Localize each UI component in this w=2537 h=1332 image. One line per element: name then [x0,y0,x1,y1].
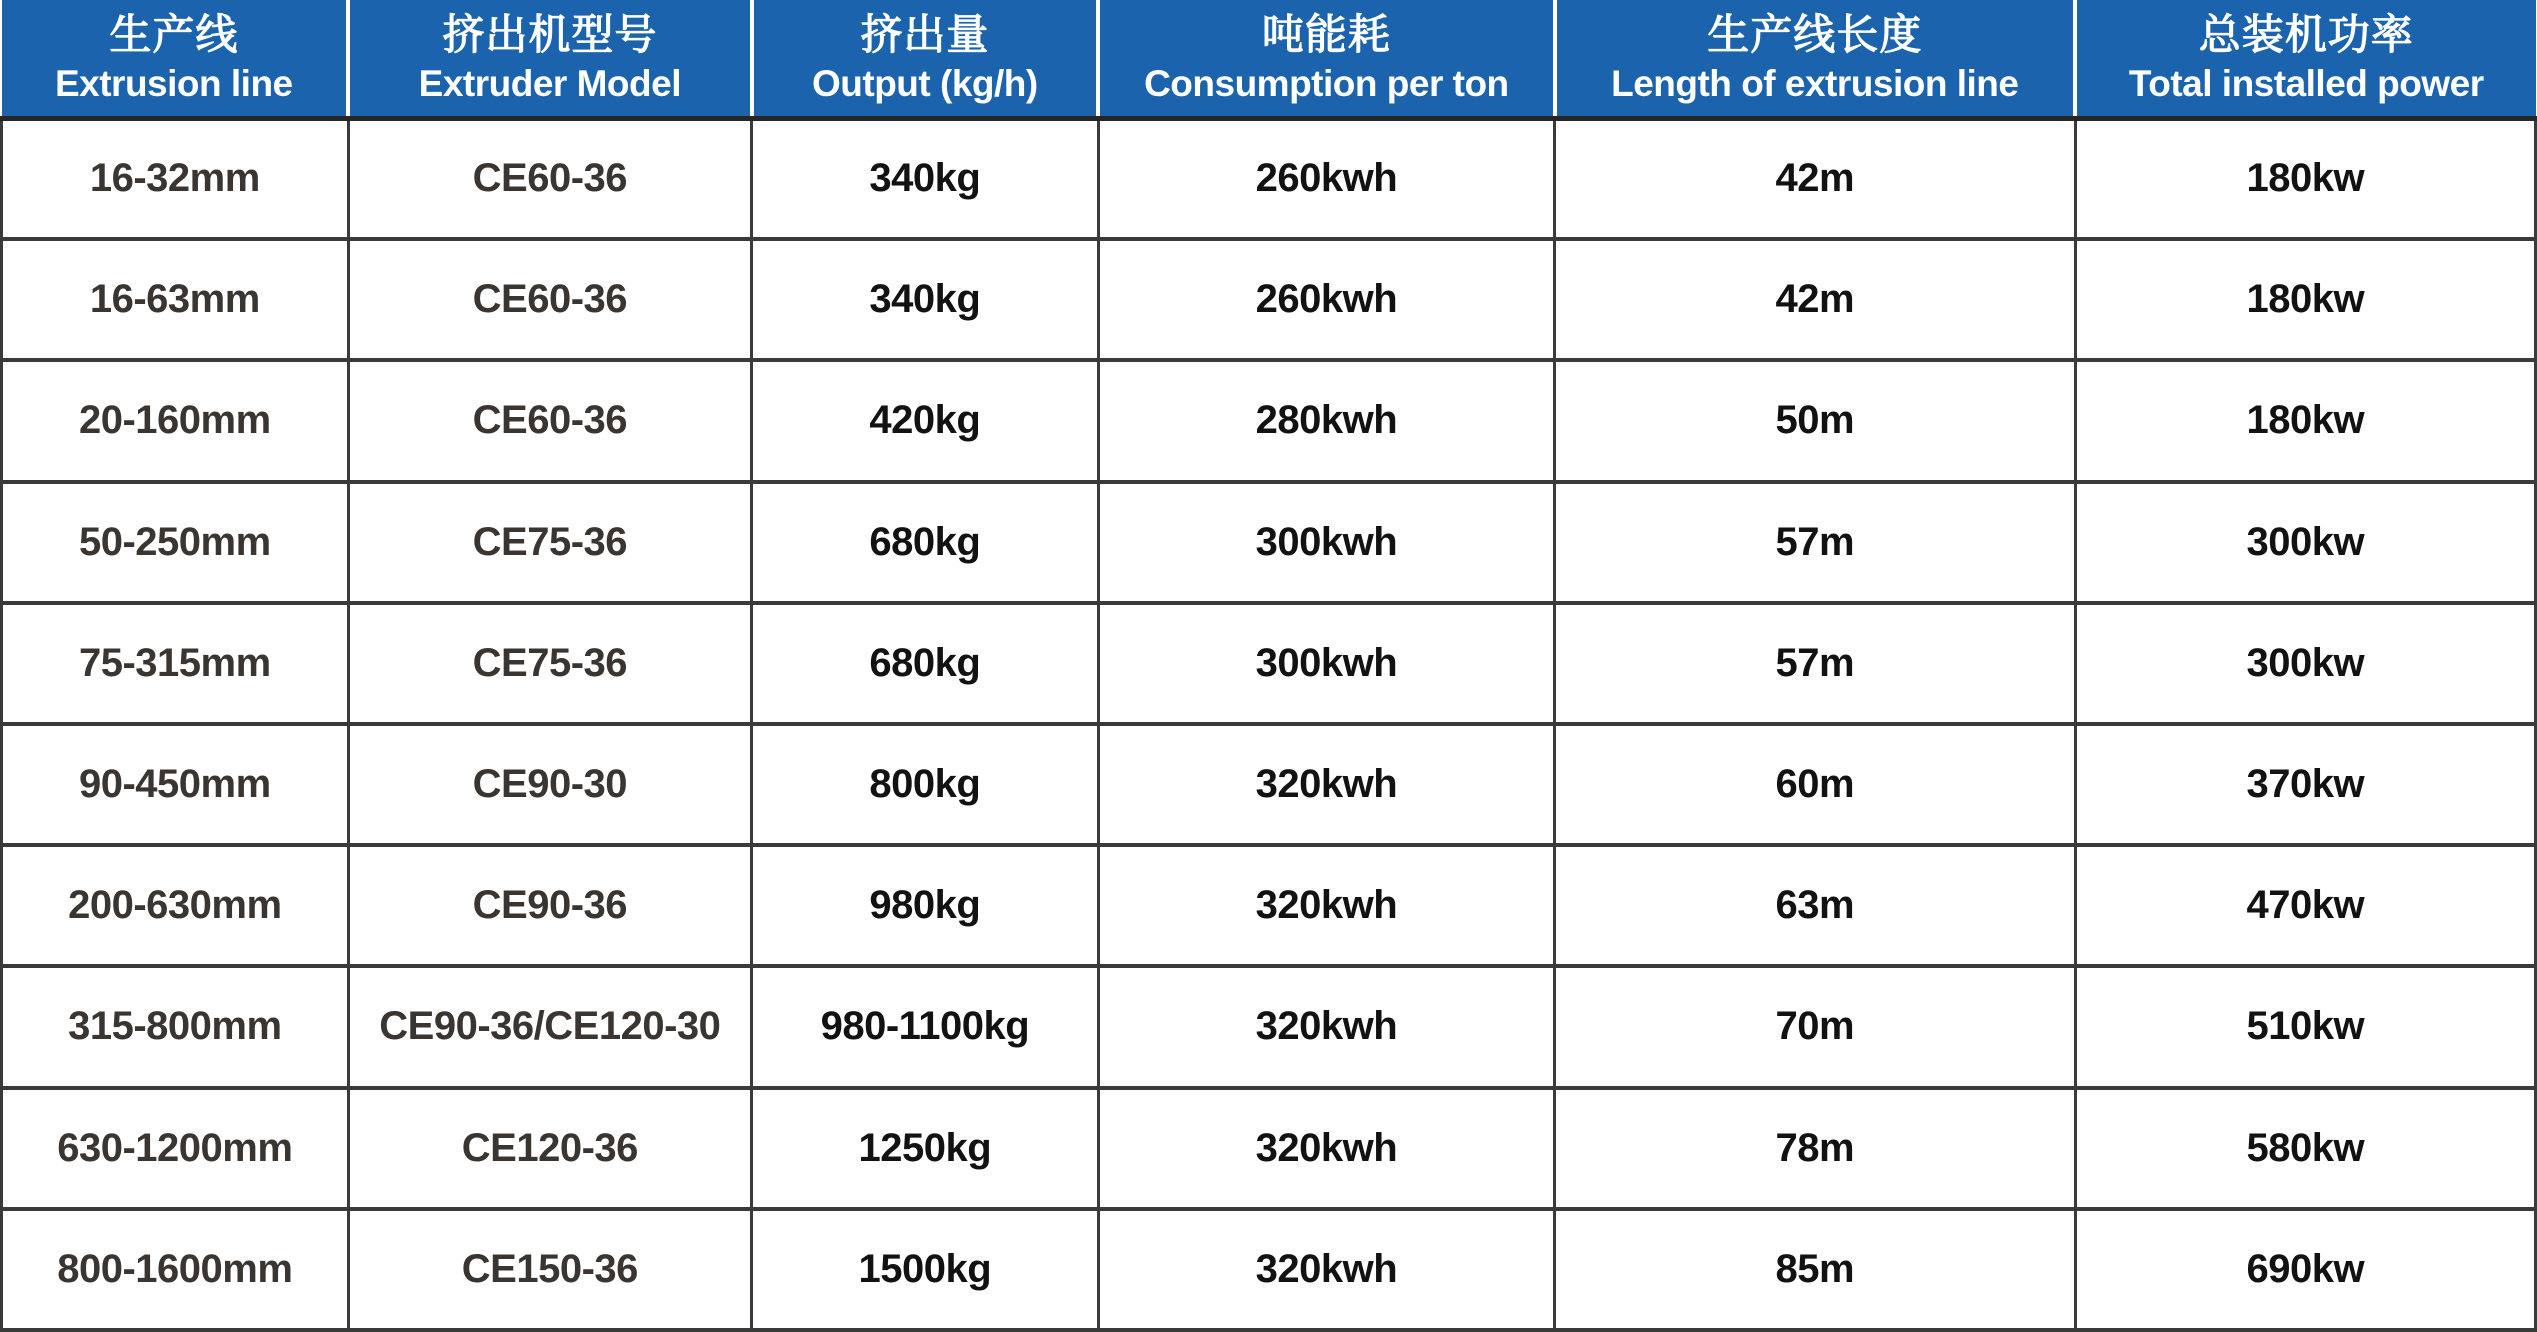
cell-output-kg-h: 980kg [752,845,1099,966]
cell-consumption-per-ton: 320kwh [1098,724,1554,845]
table-row [2,603,2536,724]
header-row [2,0,2536,118]
cell-extrusion-line: 200-630mm [2,845,349,966]
cell-extruder-model: CE60-36 [348,118,751,239]
column-header-en: Extrusion line [54,62,293,104]
table-row [2,482,2536,603]
column-header-zh: 总装机功率 [2198,10,2414,58]
cell-output-kg-h: 680kg [752,482,1099,603]
cell-extrusion-line: 20-160mm [2,360,349,481]
cell-output-kg-h: 1250kg [752,1088,1099,1209]
cell-length-of-extrusion-line: 57m [1555,482,2075,603]
cell-extrusion-line: 800-1600mm [2,1209,349,1330]
column-header-en: Total installed power [2128,62,2484,104]
cell-consumption-per-ton: 320kwh [1098,1088,1554,1209]
cell-output-kg-h: 340kg [752,118,1099,239]
table-row [2,118,2536,239]
table-row [2,845,2536,966]
cell-total-installed-power: 470kw [2075,845,2535,966]
cell-extrusion-line: 75-315mm [2,603,349,724]
column-header-en: Length of extrusion line [1611,62,2019,104]
cell-length-of-extrusion-line: 70m [1555,966,2075,1087]
column-header-length-of-extrusion-line [1555,0,2075,118]
cell-output-kg-h: 800kg [752,724,1099,845]
cell-length-of-extrusion-line: 63m [1555,845,2075,966]
cell-total-installed-power: 180kw [2075,118,2535,239]
column-header-zh: 吨能耗 [1261,10,1391,58]
column-header-consumption-per-ton [1098,0,1554,118]
column-header-en: Consumption per ton [1144,62,1509,104]
cell-extrusion-line: 315-800mm [2,966,349,1087]
cell-length-of-extrusion-line: 78m [1555,1088,2075,1209]
cell-output-kg-h: 980-1100kg [752,966,1099,1087]
column-header-extrusion-line [2,0,349,118]
column-header-zh: 挤出量 [860,10,990,58]
cell-total-installed-power: 690kw [2075,1209,2535,1330]
cell-consumption-per-ton: 320kwh [1098,1209,1554,1330]
cell-total-installed-power: 370kw [2075,724,2535,845]
table-row [2,966,2536,1087]
cell-extruder-model: CE75-36 [348,603,751,724]
cell-extruder-model: CE75-36 [348,482,751,603]
cell-output-kg-h: 1500kg [752,1209,1099,1330]
cell-length-of-extrusion-line: 57m [1555,603,2075,724]
cell-extruder-model: CE90-36 [348,845,751,966]
cell-length-of-extrusion-line: 42m [1555,118,2075,239]
cell-consumption-per-ton: 280kwh [1098,360,1554,481]
spec-table-body [2,118,2536,1330]
cell-total-installed-power: 300kw [2075,603,2535,724]
cell-consumption-per-ton: 260kwh [1098,118,1554,239]
cell-length-of-extrusion-line: 42m [1555,239,2075,360]
cell-output-kg-h: 420kg [752,360,1099,481]
cell-extruder-model: CE60-36 [348,360,751,481]
cell-total-installed-power: 580kw [2075,1088,2535,1209]
cell-extrusion-line: 16-63mm [2,239,349,360]
table-row [2,1088,2536,1209]
column-header-zh: 生产线长度 [1707,10,1923,58]
cell-extrusion-line: 630-1200mm [2,1088,349,1209]
cell-extruder-model: CE60-36 [348,239,751,360]
cell-extruder-model: CE90-30 [348,724,751,845]
cell-total-installed-power: 180kw [2075,239,2535,360]
table-row [2,239,2536,360]
column-header-output-kg-h [752,0,1099,118]
spec-table-header [2,0,2536,118]
column-header-zh: 挤出机型号 [442,10,658,58]
cell-output-kg-h: 680kg [752,603,1099,724]
cell-output-kg-h: 340kg [752,239,1099,360]
cell-total-installed-power: 180kw [2075,360,2535,481]
cell-extrusion-line: 90-450mm [2,724,349,845]
cell-extruder-model: CE150-36 [348,1209,751,1330]
column-header-zh: 生产线 [109,10,239,58]
cell-length-of-extrusion-line: 85m [1555,1209,2075,1330]
cell-consumption-per-ton: 300kwh [1098,482,1554,603]
cell-extruder-model: CE90-36/CE120-30 [348,966,751,1087]
table-row [2,1209,2536,1330]
column-header-extruder-model [348,0,751,118]
cell-consumption-per-ton: 320kwh [1098,845,1554,966]
cell-consumption-per-ton: 320kwh [1098,966,1554,1087]
cell-total-installed-power: 510kw [2075,966,2535,1087]
table-row [2,360,2536,481]
table-row [2,724,2536,845]
cell-consumption-per-ton: 260kwh [1098,239,1554,360]
cell-consumption-per-ton: 300kwh [1098,603,1554,724]
cell-extrusion-line: 16-32mm [2,118,349,239]
column-header-en: Output (kg/h) [812,62,1038,104]
column-header-total-installed-power [2075,0,2535,118]
cell-extruder-model: CE120-36 [348,1088,751,1209]
cell-length-of-extrusion-line: 50m [1555,360,2075,481]
cell-total-installed-power: 300kw [2075,482,2535,603]
cell-extrusion-line: 50-250mm [2,482,349,603]
cell-length-of-extrusion-line: 60m [1555,724,2075,845]
column-header-en: Extruder Model [418,62,681,104]
